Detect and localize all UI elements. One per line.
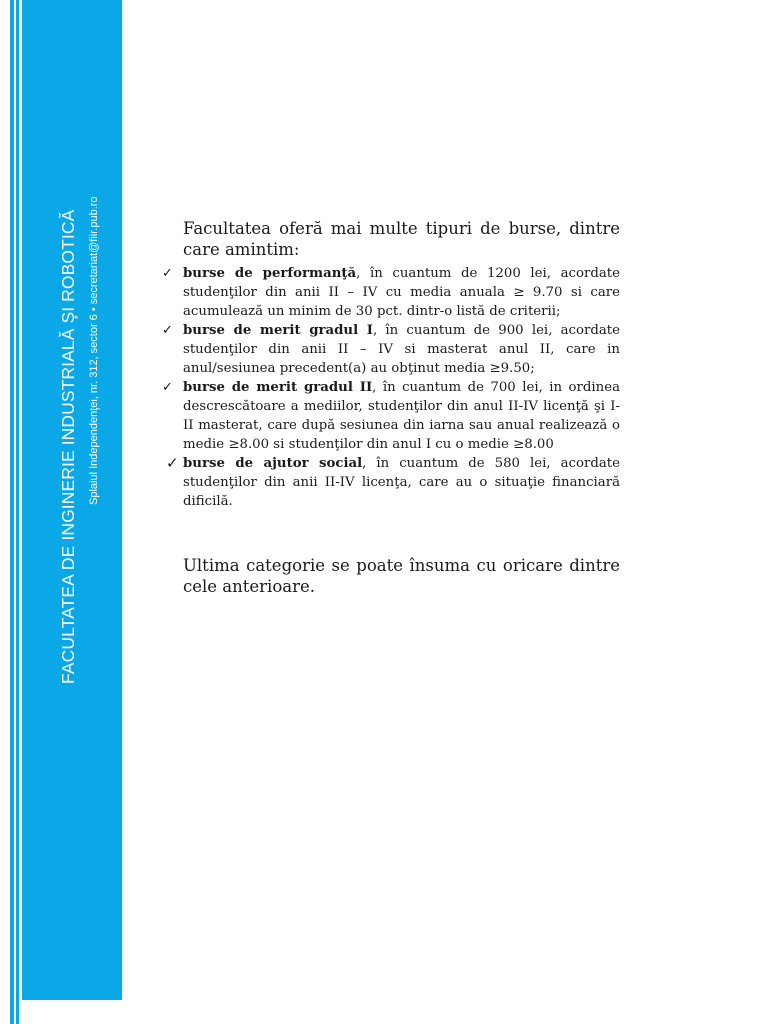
list-item xyxy=(160,378,620,454)
sidebar-divider xyxy=(140,0,142,1000)
item-text: , în cuantum de 900 lei, acordate studenţilor din anii II – IV si masterat anul II, care in anul/sesiunea precedent(a) au obţinut media ≥9.50; xyxy=(183,323,621,376)
item-title: burse de performanţă xyxy=(183,266,357,281)
list-item xyxy=(160,321,620,378)
item-title: burse de ajutor social xyxy=(183,456,363,471)
document-body xyxy=(160,218,620,597)
item-title: burse de merit gradul I xyxy=(183,323,373,338)
checkmark-icon: ✓ xyxy=(162,323,173,338)
checkmark-icon: ✓ xyxy=(166,454,179,472)
closing-note: Ultima categorie se poate însuma cu oricare dintre cele anterioare. xyxy=(183,556,620,596)
list-item xyxy=(160,454,620,511)
sidebar-stripe-thin xyxy=(16,0,19,1024)
item-title: burse de merit gradul II xyxy=(183,380,373,395)
scholarship-list xyxy=(160,264,620,511)
list-item xyxy=(160,264,620,321)
item-text: , în cuantum de 1200 lei, acordate studenţilor din anii II – IV cu media anuala ≥ 9.70 si care acumulează un minim de 30 pct. dintr-o listă de criterii; xyxy=(183,266,620,319)
faculty-address: Splaiul Independenţei, nr. 312, sector 6 • secretariat@fiir.pub.ro xyxy=(88,196,100,505)
intro-heading: Facultatea oferă mai multe tipuri de burse, dintre care amintim: xyxy=(183,219,620,259)
item-text: , în cuantum de 580 lei, acordate studenţilor din anii II-IV licenţa, care au o situaţie financiară dificilă. xyxy=(183,456,620,509)
checkmark-icon: ✓ xyxy=(162,266,173,281)
item-text: , în cuantum de 700 lei, in ordinea descrescătoare a mediilor, studenţilor din anul II-IV licenţă şi I-II masterat, care după sesiunea din iarna sau anual realizează o medie ≥8.00 si studenţilor din anul I cu o medie ≥8.00 xyxy=(183,380,621,452)
faculty-name: FACULTATEA DE INGINERIE INDUSTRIALĂ ŞI ROBOTICĂ xyxy=(58,209,78,684)
sidebar-stripe-thin xyxy=(10,0,14,1024)
checkmark-icon: ✓ xyxy=(162,380,173,395)
